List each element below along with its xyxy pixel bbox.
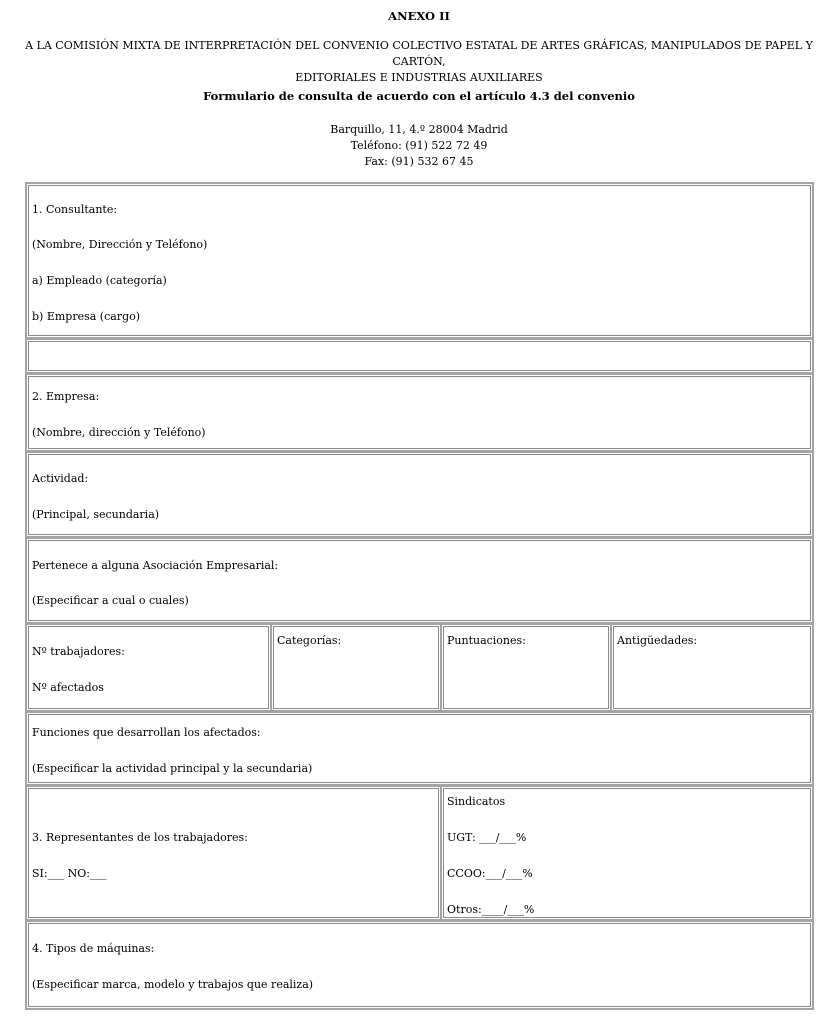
puntuaciones-label: Puntuaciones: <box>447 634 526 647</box>
antiguedades-cell[interactable] <box>610 623 814 712</box>
phone-line: Teléfono: (91) 522 72 49 <box>350 139 488 152</box>
consultante-hint: (Nombre, Dirección y Teléfono) <box>32 238 208 251</box>
si-no-field: SI:___ NO:___ <box>32 867 107 880</box>
num-afectados-label: Nº afectados <box>32 681 104 694</box>
asociacion-hint: (Especificar a cual o cuales) <box>32 594 189 607</box>
annex-title: ANEXO II <box>388 9 450 23</box>
actividad-title: Actividad: <box>32 472 89 485</box>
consultante-title: 1. Consultante: <box>32 203 118 216</box>
empresa-title: 2. Empresa: <box>32 390 100 403</box>
form-title: Formulario de consulta de acuerdo con el artículo 4.3 del convenio <box>203 89 635 103</box>
empresa-cell[interactable] <box>25 373 814 452</box>
consultante-cell[interactable] <box>25 182 814 339</box>
funciones-cell[interactable] <box>25 711 814 786</box>
representantes-cell[interactable] <box>25 785 442 921</box>
organization-title-line-2: EDITORIALES E INDUSTRIAS AUXILIARES <box>295 71 543 84</box>
num-trabajadores-label: Nº trabajadores: <box>32 645 125 658</box>
funciones-hint: (Especificar la actividad principal y la secundaria) <box>32 762 313 775</box>
puntuaciones-cell[interactable] <box>440 623 612 712</box>
otros-field: Otros:____/___% <box>447 903 535 916</box>
fax-line: Fax: (91) 532 67 45 <box>364 155 474 168</box>
maquinas-hint: (Especificar marca, modelo y trabajos que realiza) <box>32 978 314 991</box>
ccoo-field: CCOO:___/___% <box>447 867 533 880</box>
categorias-label: Categorías: <box>277 634 342 647</box>
contact-block <box>0 122 838 170</box>
blank-cell[interactable] <box>25 338 814 374</box>
address-line: Barquillo, 11, 4.º 28004 Madrid <box>330 123 508 136</box>
actividad-cell[interactable] <box>25 451 814 538</box>
representantes-title: 3. Representantes de los trabajadores: <box>32 831 248 844</box>
antiguedades-label: Antigüedades: <box>617 634 698 647</box>
categorias-cell[interactable] <box>270 623 442 712</box>
organization-title <box>12 38 826 86</box>
maquinas-cell[interactable] <box>25 920 814 1010</box>
sindicatos-cell[interactable] <box>440 785 814 921</box>
maquinas-title: 4. Tipos de máquinas: <box>32 942 155 955</box>
consultante-option-a: a) Empleado (categoría) <box>32 274 167 287</box>
sindicatos-title: Sindicatos <box>447 795 506 808</box>
asociacion-cell[interactable] <box>25 537 814 624</box>
consultante-option-b: b) Empresa (cargo) <box>32 310 141 323</box>
trabajadores-cell[interactable] <box>25 623 272 712</box>
ugt-field: UGT: ___/___% <box>447 831 527 844</box>
empresa-hint: (Nombre, dirección y Teléfono) <box>32 426 206 439</box>
funciones-title: Funciones que desarrollan los afectados: <box>32 726 261 739</box>
actividad-hint: (Principal, secundaria) <box>32 508 160 521</box>
asociacion-title: Pertenece a alguna Asociación Empresarial: <box>32 559 279 572</box>
organization-title-line-1: A LA COMISIÓN MIXTA DE INTERPRETACIÓN DEL CONVENIO COLECTIVO ESTATAL DE ARTES GRÁFICAS, MANIPULADOS DE PAPEL Y CARTÓN, <box>25 39 813 68</box>
